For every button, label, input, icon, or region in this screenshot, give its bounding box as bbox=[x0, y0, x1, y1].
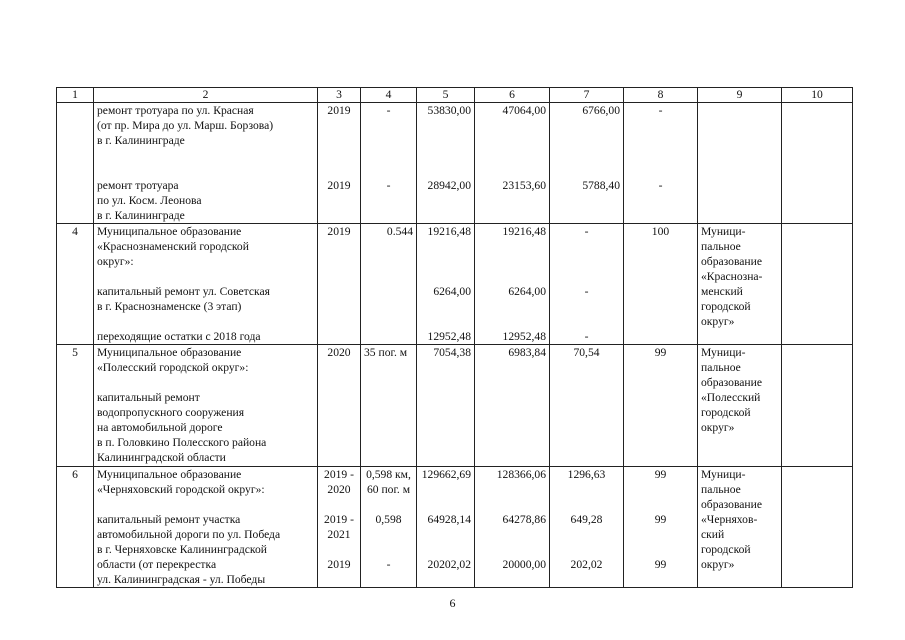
length-cell: - - bbox=[361, 103, 417, 224]
length-cell: 0.544 bbox=[361, 224, 417, 345]
total-cost-cell: 129662,69 64928,14 20202,02 bbox=[417, 467, 475, 588]
header-cell: 10 bbox=[782, 88, 853, 103]
object-name: Муниципальное образование «Черняховский городской округ»: капитальный ремонт участка автомобильной дороги по ул. Победа в г. Черняховске Калининградской области (от перекрестка ул. Калининградская - ул. Победы bbox=[94, 467, 318, 588]
local-budget-cell: 6766,00 5788,40 bbox=[550, 103, 624, 224]
header-cell: 8 bbox=[624, 88, 698, 103]
local-budget-cell: 70,54 bbox=[550, 345, 624, 467]
header-cell: 3 bbox=[318, 88, 361, 103]
length-cell: 35 пог. м bbox=[361, 345, 417, 467]
header-cell: 7 bbox=[550, 88, 624, 103]
header-cell: 1 bbox=[57, 88, 94, 103]
table-row bbox=[57, 345, 853, 467]
regional-budget-cell: 19216,48 6264,00 12952,48 bbox=[475, 224, 550, 345]
document-table bbox=[56, 87, 853, 588]
total-cost-cell: 19216,48 6264,00 12952,48 bbox=[417, 224, 475, 345]
column-10-cell bbox=[782, 224, 853, 345]
regional-budget-cell: 47064,00 23153,60 bbox=[475, 103, 550, 224]
percent-cell: - - bbox=[624, 103, 698, 224]
column-10-cell bbox=[782, 103, 853, 224]
table-row bbox=[57, 467, 853, 588]
row-number bbox=[57, 103, 94, 224]
object-name: Муниципальное образование «Краснознаменский городской округ»: капитальный ремонт ул. Советская в г. Краснознаменске (3 этап) переходящие остатки с 2018 года bbox=[94, 224, 318, 345]
row-number: 4 bbox=[57, 224, 94, 345]
years-cell: 2020 bbox=[318, 345, 361, 467]
column-10-cell bbox=[782, 467, 853, 588]
total-cost-cell: 7054,38 bbox=[417, 345, 475, 467]
object-name: ремонт тротуара по ул. Красная (от пр. Мира до ул. Марш. Борзова) в г. Калининграде ремонт тротуара по ул. Косм. Леонова в г. Калининграде bbox=[94, 103, 318, 224]
local-budget-cell: 1296,63 649,28 202,02 bbox=[550, 467, 624, 588]
customer-cell bbox=[698, 103, 782, 224]
total-cost-cell: 53830,00 28942,00 bbox=[417, 103, 475, 224]
regional-budget-cell: 6983,84 bbox=[475, 345, 550, 467]
column-number-row bbox=[57, 88, 853, 103]
years-cell: 2019 2019 bbox=[318, 103, 361, 224]
percent-cell: 100 bbox=[624, 224, 698, 345]
row-number: 6 bbox=[57, 467, 94, 588]
customer-cell: Муници- пальное образование «Краснозна- менский городской округ» bbox=[698, 224, 782, 345]
header-cell: 5 bbox=[417, 88, 475, 103]
header-cell: 4 bbox=[361, 88, 417, 103]
header-cell: 2 bbox=[94, 88, 318, 103]
table-row bbox=[57, 224, 853, 345]
regional-budget-cell: 128366,06 64278,86 20000,00 bbox=[475, 467, 550, 588]
table-row bbox=[57, 103, 853, 224]
percent-cell: 99 bbox=[624, 345, 698, 467]
row-number: 5 bbox=[57, 345, 94, 467]
years-cell: 2019 bbox=[318, 224, 361, 345]
page-number: 6 bbox=[449, 596, 456, 610]
percent-cell: 99 99 99 bbox=[624, 467, 698, 588]
header-cell: 9 bbox=[698, 88, 782, 103]
header-cell: 6 bbox=[475, 88, 550, 103]
column-10-cell bbox=[782, 345, 853, 467]
object-name: Муниципальное образование «Полесский городской округ»: капитальный ремонт водопропускного сооружения на автомобильной дороге в п. Головкино Полесского района Калининградской области bbox=[94, 345, 318, 467]
years-cell: 2019 - 2020 2019 - 2021 2019 bbox=[318, 467, 361, 588]
customer-cell: Муници- пальное образование «Черняхов- ский городской округ» bbox=[698, 467, 782, 588]
length-cell: 0,598 км, 60 пог. м 0,598 - bbox=[361, 467, 417, 588]
customer-cell: Муници- пальное образование «Полесский городской округ» bbox=[698, 345, 782, 467]
local-budget-cell: - - - bbox=[550, 224, 624, 345]
